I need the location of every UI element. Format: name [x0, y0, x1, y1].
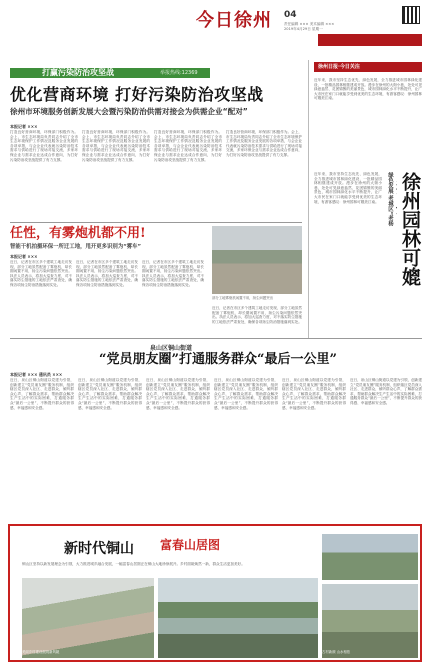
second-story-body-col2: 近日，记者在市区多个建筑工地走访发现，部分工地虽然配备了雾炮机，却长期闲置不用，扬尘污染问题依然突出。执法人员表示，将加大巡查力度，对不落实防尘措施的工地依法严肃查处，确保各项扬尘防治措施落到实处。 — [76, 260, 138, 287]
section-banner — [10, 68, 210, 78]
second-story-body-col4: 近日，记者在市区多个建筑工地走访发现，部分工地虽然配备了雾炮机，却长期闲置不用，扬尘污染问题依然突出。执法人员表示，将加大巡查力度，对不落实防尘措施的工地依法严肃查处，确保各项扬尘防治措施落到实处。 — [212, 306, 302, 324]
masthead-logo: 今日徐州 — [196, 10, 272, 31]
right-column-header-label: 徐州日报·今日关注 — [318, 64, 360, 70]
top-story-body-col4: 打造良好营商环境，环保部门积极作为。会上，市生态环境局负责同志介绍了全市生态环境保护工作情况及服务企业发展的各项举措，与会企业代表就污染防治技术需求与供给进行了现场对接交流，多家环保企业与需求企业达成合作意向，为打好污染防治攻坚战提供了有力支撑。 — [226, 130, 302, 157]
vertical-kicker: 绿色发展 老城区“老杨 — [387, 172, 393, 227]
top-story-subhead: 徐州市环境服务创新发展大会暨污染防治供需对接会为供需企业“配对” — [10, 107, 248, 116]
masthead-meta: 责任编辑 ××× 美术编辑 ××× — [284, 22, 335, 26]
bottom-story-body-col2: 近日，泉山区铜山街道以党建为引领，创新建立“党员朋友圈”服务机制，组织辖区党员深入社区、走进群众，倾听群众心声，了解群众需求，帮助群众解决生产生活中的实际困难，打通服务群众“最后一公里”，不断提升群众的获得感、幸福感和安全感。 — [78, 378, 142, 410]
bottom-story-body: 近日，泉山区铜山街道以党建为引领，创新建立“党员朋友圈”服务机制，组织辖区党员深入社区、走进群众，倾听群众心声，了解群众需求，帮助群众解决生产生活中的实际困难，打通服务群众“最后一公里”，不断提升群众的获得感、幸福感和安全感。 — [10, 378, 74, 410]
second-story-subhead: 智能干机拍摄环保一所迁工地，甩开更多识别为“雾车” — [10, 244, 142, 250]
top-story-body: 打造良好营商环境，环保部门积极作为。会上，市生态环境局负责同志介绍了全市生态环境保护工作情况及服务企业发展的各项举措，与会企业代表就污染防治技术需求与供给进行了现场对接交流，多家环保企业与需求企业达成合作意向，为打好污染防治攻坚战提供了有力支撑。 — [10, 130, 78, 162]
bottom-story-byline: 本报记者 ××× 通讯员 ××× — [10, 372, 63, 377]
feature-box — [8, 524, 422, 662]
top-story-body-col3: 打造良好营商环境，环保部门积极作为。会上，市生态环境局负责同志介绍了全市生态环境保护工作情况及服务企业发展的各项举措，与会企业代表就污染防治技术需求与供给进行了现场对接交流，多家环保企业与需求企业达成合作意向，为打好污染防治攻坚战提供了有力支撑。 — [154, 130, 222, 162]
bottom-story-body-col5: 近日，泉山区铜山街道以党建为引领，创新建立“党员朋友圈”服务机制，组织辖区党员深入社区、走进群众，倾听群众心声，了解群众需求，帮助群众解决生产生活中的实际困难，打通服务群众“最后一公里”，不断提升群众的获得感、幸福感和安全感。 — [282, 378, 346, 410]
feature-stamp: 富春山居图 — [160, 538, 221, 552]
feature-title: 新时代铜山 — [64, 541, 134, 557]
village-photo-mid — [158, 578, 318, 658]
bottom-story-body-col6: 近日，泉山区铜山街道以党建为引领，创新建立“党员朋友圈”服务机制，组织辖区党员深入社区、走进群众，倾听群众心声，了解群众需求，帮助群众解决生产生活中的实际困难，打通服务群众“最后一公里”，不断提升群众的获得感、幸福感和安全感。 — [350, 378, 422, 405]
vertical-headline: 徐州园林可媲 — [399, 172, 421, 286]
right-column-body: 近年来，我市坚持生态优先、绿色发展，全力推进城市园林绿化建设，一批精品园林相继建成开放。漫步在徐州的大街小巷，处处可见绿意盎然、花团锦簇的美丽景色，城市园林绿化水平不断提升，让广大市民在家门口就能享受到优美的生态环境，有游客感叹：徐州园林可媲美江南。 — [314, 78, 422, 101]
bottom-story-body-col3: 近日，泉山区铜山街道以党建为引领，创新建立“党员朋友圈”服务机制，组织辖区党员深入社区、走进群众，倾听群众心声，了解群众需求，帮助群众解决生产生活中的实际困难，打通服务群众“最后一公里”，不断提升群众的获得感、幸福感和安全感。 — [146, 378, 210, 410]
feature-caption-2: 古村新颜 山水相依 — [322, 650, 351, 654]
divider — [10, 338, 422, 339]
bottom-story-kicker: 泉山区铜山街道 — [150, 345, 193, 352]
second-story-byline: 本报记者 ××× — [10, 254, 38, 259]
right-column-body-2: 近年来，我市坚持生态优先、绿色发展，全力推进城市园林绿化建设，一批精品园林相继建成开放。漫步在徐州的大街小巷，处处可见绿意盎然、花团锦簇的美丽景色，城市园林绿化水平不断提升，让广大市民在家门口就能享受到优美的生态环境，有游客感叹：徐州园林可媲美江南。 — [314, 172, 382, 204]
page-number: 04 — [284, 10, 297, 20]
masthead-date: 2019年4月29日 星期一 — [284, 27, 323, 31]
top-story-byline: 本报记者 ××× — [10, 124, 38, 129]
second-story-body: 近日，记者在市区多个建筑工地走访发现，部分工地虽然配备了雾炮机，却长期闲置不用，扬尘污染问题依然突出。执法人员表示，将加大巡查力度，对不落实防尘措施的工地依法严肃查处，确保各项扬尘防治措施落到实处。 — [10, 260, 72, 287]
top-story-body-col2: 打造良好营商环境，环保部门积极作为。会上，市生态环境局负责同志介绍了全市生态环境保护工作情况及服务企业发展的各项举措，与会企业代表就污染防治技术需求与供给进行了现场对接交流，多家环保企业与需求企业达成合作意向，为打好污染防治攻坚战提供了有力支撑。 — [82, 130, 150, 162]
ad-box — [318, 34, 422, 46]
masthead — [0, 0, 428, 48]
bottom-story-body-col4: 近日，泉山区铜山街道以党建为引领，创新建立“党员朋友圈”服务机制，组织辖区党员深入社区、走进群众，倾听群众心声，了解群众需求，帮助群众解决生产生活中的实际困难，打通服务群众“最后一公里”，不断提升群众的获得感、幸福感和安全感。 — [214, 378, 278, 410]
qr-code — [402, 6, 420, 24]
banner-label: 打赢污染防治攻坚战 — [42, 68, 114, 77]
bottom-story-headline: “党员朋友圈”打通服务群众“最后一公里” — [99, 352, 337, 367]
right-column-header — [314, 62, 422, 72]
second-story-body-col3: 近日，记者在市区多个建筑工地走访发现，部分工地虽然配备了雾炮机，却长期闲置不用，扬尘污染问题依然突出。执法人员表示，将加大巡查力度，对不落实防尘措施的工地依法严肃查处，确保各项扬尘防治措施落到实处。 — [142, 260, 204, 287]
village-photo-right-bottom — [322, 584, 418, 658]
village-photo-large — [22, 578, 154, 658]
second-story-headline: 任性，有雾炮机都不用! — [10, 226, 146, 241]
top-story-headline: 优化营商环境 打好污染防治攻坚战 — [10, 85, 264, 104]
village-photo-right-top — [322, 534, 418, 580]
photo-caption: 部分工地雾炮机闲置不用，扬尘问题突出 — [212, 296, 274, 300]
feature-intro: 铜山区坚持以新发展理念为引领，大力推进城乡融合发展，一幅富春山居图正在铜山大地徐徐展开。乡村面貌焕然一新，群众生活更加美好。 — [22, 562, 245, 566]
divider — [10, 222, 302, 223]
right-column-rule — [308, 60, 309, 338]
banner-hotline: 举报热线:12369 — [160, 70, 198, 76]
feature-caption-1: 美丽乡村建设展现新风貌 — [22, 650, 60, 654]
construction-site-photo — [212, 226, 302, 294]
